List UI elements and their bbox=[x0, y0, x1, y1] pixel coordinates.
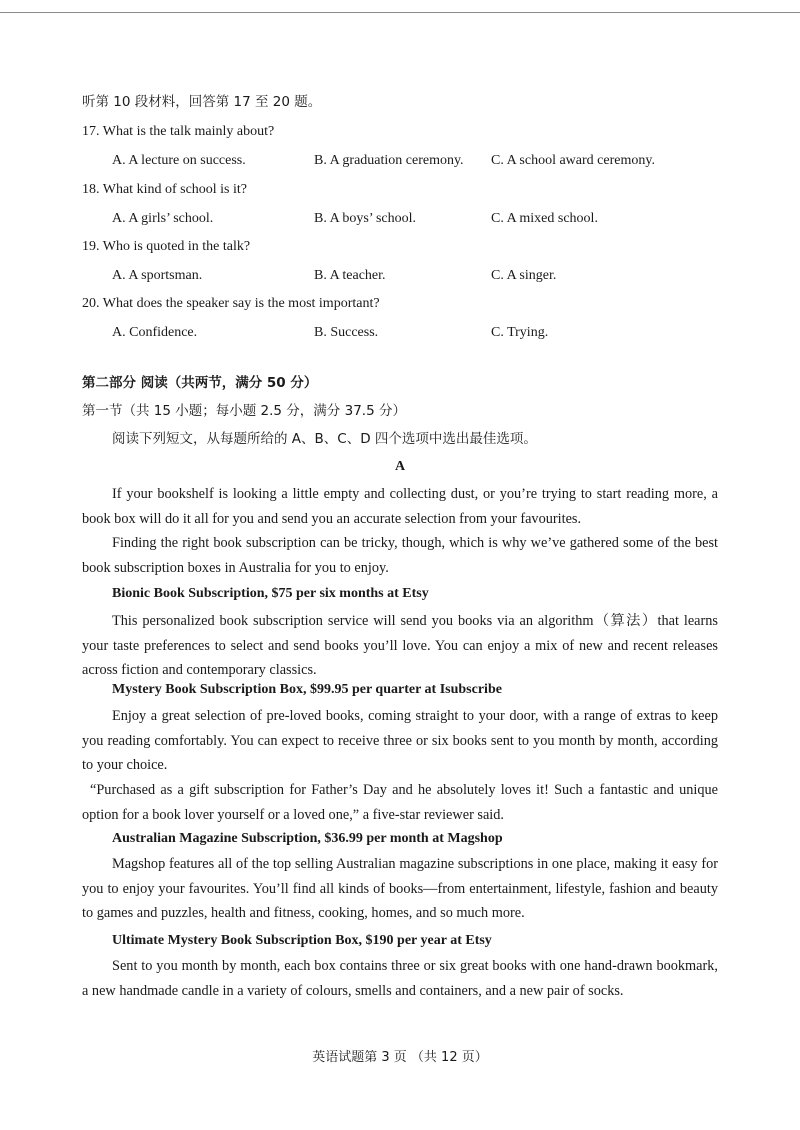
paragraph-1: If your bookshelf is looking a little empty and collecting dust, or you’re trying to start reading more, a book box will do it all for you and send you an accurate selection from your favourites. bbox=[82, 486, 718, 527]
question-20: 20. What does the speaker say is the most important? bbox=[82, 296, 380, 311]
paragraph-4: Enjoy a great selection of pre-loved books, coming straight to your door, with a range of extras to keep you reading comfortably. You can expect to receive three or six books sent to you month by month, according to your choice. bbox=[82, 708, 718, 773]
paragraph-5: “Purchased as a gift subscription for Father’s Day and he absolutely loves it! Such a fantastic and unique option for a book lover yourself or a loved one,” a five-star reviewer said. bbox=[82, 782, 718, 823]
q19-option-a: A. A sportsman. bbox=[112, 268, 203, 283]
q17-option-c: C. A school award ceremony. bbox=[491, 153, 655, 168]
question-17: 17. What is the talk mainly about? bbox=[82, 124, 275, 139]
part-two-title: 第二部分 阅读（共两节，满分 50 分） bbox=[82, 375, 318, 391]
paragraph-6: Magshop features all of the top selling Australian magazine subscriptions in one place, making it easy for you to enjoy your favourites. You’ll find all kinds of books—from entertainment, lifestyle, fashion and beauty to games and puzzles, health and fitness, cooking, homes, and so much more. bbox=[82, 856, 718, 921]
question-18: 18. What kind of school is it? bbox=[82, 182, 247, 197]
q20-option-b: B. Success. bbox=[314, 325, 379, 340]
q20-option-c: C. Trying. bbox=[491, 325, 549, 340]
heading-magazine: Australian Magazine Subscription, $36.99 per month at Magshop bbox=[112, 831, 503, 846]
paragraph-3: This personalized book subscription service will send you books via an algorithm（算法）that learns your taste preferences to select and send books you’ll love. You can enjoy a mix of new and recent releases across fiction and contemporary classics. bbox=[82, 613, 718, 678]
passage-label: A bbox=[394, 459, 406, 474]
listening-instruction: 听第 10 段材料，回答第 17 至 20 题。 bbox=[82, 94, 322, 110]
top-rule bbox=[0, 12, 800, 13]
heading-mystery-box: Mystery Book Subscription Box, $99.95 per quarter at Isubscribe bbox=[112, 682, 502, 697]
q18-option-c: C. A mixed school. bbox=[491, 211, 598, 226]
paragraph-2: Finding the right book subscription can be tricky, though, which is why we’ve gathered some of the best book subscription boxes in Australia for you to enjoy. bbox=[82, 535, 718, 576]
q19-option-b: B. A teacher. bbox=[314, 268, 386, 283]
q20-option-a: A. Confidence. bbox=[112, 325, 198, 340]
q18-option-a: A. A girls’ school. bbox=[112, 211, 214, 226]
heading-ultimate-box: Ultimate Mystery Book Subscription Box, $190 per year at Etsy bbox=[112, 933, 492, 948]
section-one-title: 第一节（共 15 小题；每小题 2.5 分，满分 37.5 分） bbox=[82, 403, 406, 419]
paragraph-7: Sent to you month by month, each box contains three or six great books with one hand-drawn bookmark, a new handmade candle in a variety of colours, smells and containers, and a new pair of socks. bbox=[82, 958, 718, 999]
question-19: 19. Who is quoted in the talk? bbox=[82, 239, 251, 254]
q17-option-b: B. A graduation ceremony. bbox=[314, 153, 464, 168]
q19-option-c: C. A singer. bbox=[491, 268, 557, 283]
page-footer: 英语试题第 3 页 （共 12 页） bbox=[312, 1050, 488, 1065]
heading-bionic: Bionic Book Subscription, $75 per six months at Etsy bbox=[112, 586, 429, 601]
q18-option-b: B. A boys’ school. bbox=[314, 211, 417, 226]
q17-option-a: A. A lecture on success. bbox=[112, 153, 246, 168]
reading-instruction: 阅读下列短文，从每题所给的 A、B、C、D 四个选项中选出最佳选项。 bbox=[112, 431, 537, 447]
